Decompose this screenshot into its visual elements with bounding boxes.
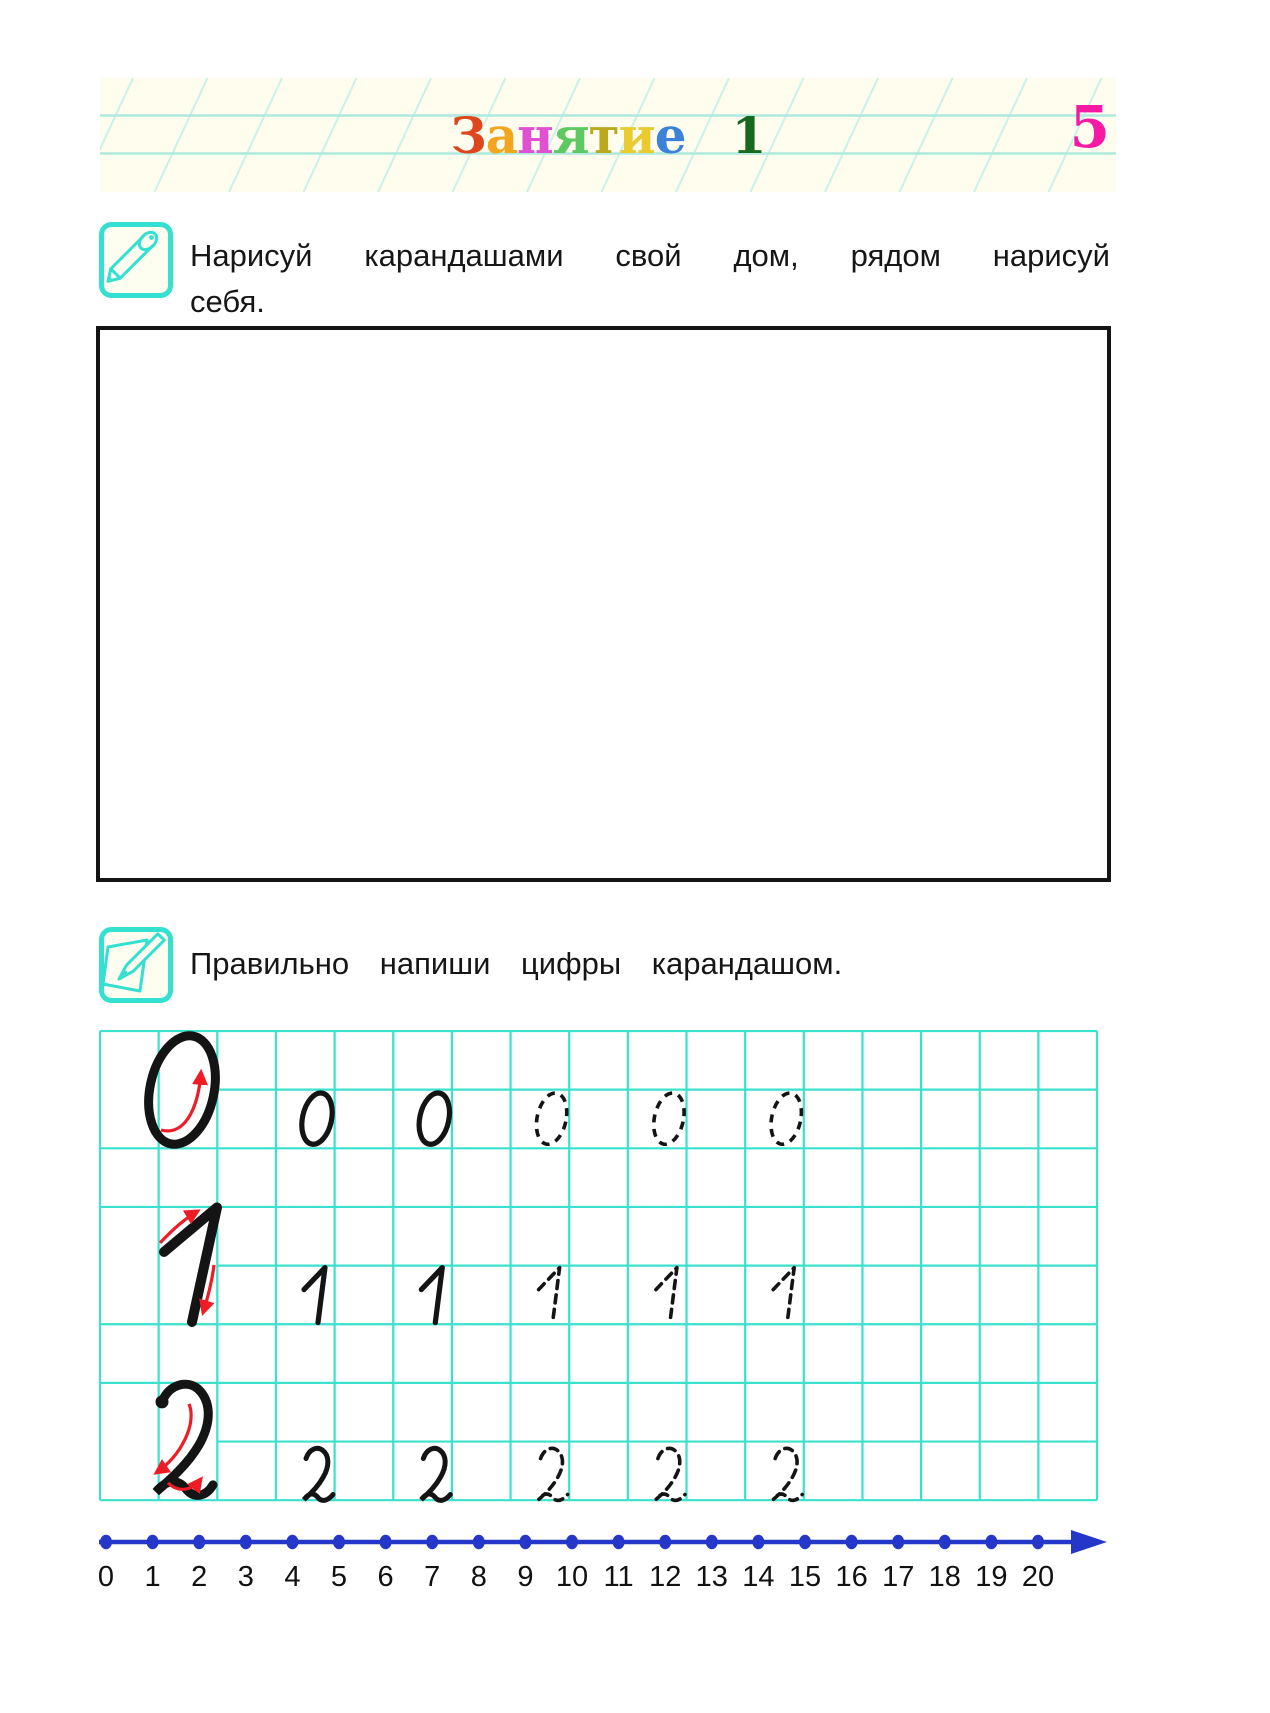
lesson-number: 1: [731, 106, 766, 165]
lesson-title-letter: а: [485, 106, 518, 165]
number-line-label: 19: [975, 1561, 1008, 1593]
number-line-label: 17: [882, 1561, 915, 1593]
header-band: [100, 78, 1116, 192]
lesson-title-letter: З: [450, 106, 486, 165]
pen-paper-icon: [99, 927, 173, 1003]
number-line-label: 16: [835, 1561, 868, 1593]
lesson-title-letter: е: [654, 106, 686, 165]
instruction-1-line2: себя.: [190, 284, 265, 319]
number-line-label: 10: [555, 1561, 589, 1593]
lesson-title-letter: н: [517, 106, 553, 165]
number-line-label: 9: [517, 1561, 534, 1593]
lesson-title-letter: т: [588, 106, 619, 165]
number-line-label: 11: [603, 1561, 634, 1593]
number-line-label: 0: [97, 1561, 115, 1593]
number-line-label: 4: [284, 1561, 301, 1593]
number-line: [85, 1522, 1195, 1632]
page-number: 5: [1069, 93, 1110, 161]
number-line-label: 2: [191, 1561, 208, 1593]
drawing-area: [96, 326, 1111, 882]
number-line-label: 1: [144, 1561, 161, 1593]
lesson-title-letter: и: [618, 106, 655, 165]
number-line-label: 7: [424, 1561, 441, 1593]
instruction-1: [190, 233, 1110, 325]
number-line-label: 13: [695, 1561, 728, 1593]
number-line-label: 5: [330, 1561, 348, 1593]
number-line-label: 8: [470, 1561, 487, 1593]
instruction-2: Правильно напиши цифры карандашом.: [190, 946, 843, 981]
lesson-title-letter: я: [552, 106, 589, 165]
lesson-title: [100, 106, 1116, 165]
pencil-icon: [99, 222, 173, 298]
instruction-1-line1: Нарисуй карандашами свой дом, рядом нарисуй: [190, 238, 1110, 273]
number-line-label: 3: [237, 1561, 254, 1593]
number-line-label: 12: [649, 1561, 682, 1593]
number-line-label: 14: [742, 1561, 775, 1593]
digit-practice-grid: [99, 1030, 1099, 1504]
number-line-label: 6: [377, 1561, 394, 1593]
number-line-label: 15: [788, 1561, 822, 1593]
number-line-label: 18: [928, 1561, 961, 1593]
number-line-label: 20: [1021, 1561, 1055, 1593]
lesson-word: [450, 106, 686, 165]
